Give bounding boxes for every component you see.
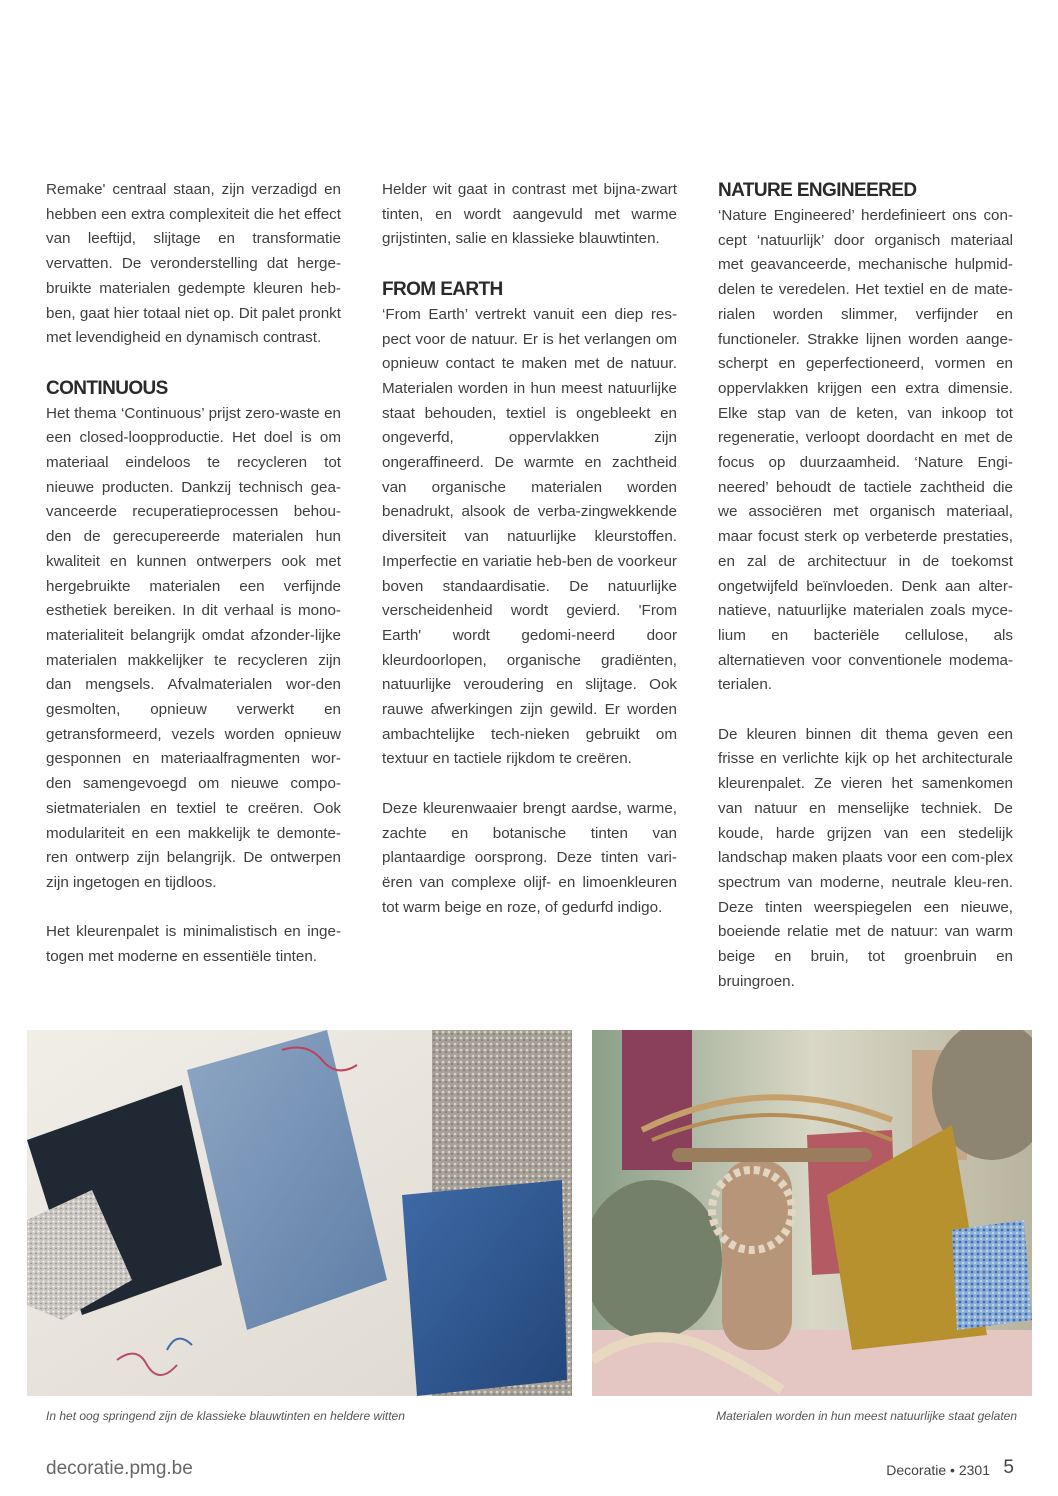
paragraph: Deze kleurenwaaier brengt aardse, warme, zachte en botanische tinten van plantaardige oorsprong. Deze tinten vari-ëren van complexe olijf- en limoenkleuren tot warm beige en roze, of gedurfd indigo. [382, 799, 677, 916]
page-number: 5 [1003, 1457, 1014, 1478]
footer-issue-label: Decoratie • 2301 [886, 1462, 990, 1478]
photo-natural-materials [592, 1030, 1032, 1396]
paragraph: ‘Nature Engineered’ herdefinieert ons con-cept ‘natuurlijk’ door organisch materiaal met geavanceerde, mechanische hulpmid-delen te veredelen. Het textiel en de mate-rialen worden slimmer, verfijnder en functioneler. Strakke lijnen worden aange-scherpt en geperfectioneerd, vormen en oppervlakken krijgen een extra dimensie. Elke stap van de keten, van inkoop tot regeneratie, verloopt doordacht en met de focus op duurzaamheid. ‘Nature Engi-neered’ behoudt de tactiele zachtheid die we associëren met organisch materiaal, maar focust sterk op verbeterde prestaties, en zal de architectuur in de toekomst ongetwijfeld beïnvloeden. Denk aan alter-natieve, natuurlijke materialen zoals myce-lium en bacteriële cellulose, als alternatieven voor conventionele modema-terialen. [718, 207, 1013, 694]
footer-website-link[interactable]: decoratie.pmg.be [46, 1458, 193, 1479]
paragraph: Helder wit gaat in contrast met bijna-zwart tinten, en wordt aangevuld met warme grijstinten, salie en klassieke blauwtinten. [382, 181, 677, 248]
photo-caption-left: In het oog springend zijn de klassieke blauwtinten en heldere witten [46, 1409, 405, 1423]
paragraph: Het kleurenpalet is minimalistisch en inge-togen met moderne en essentiële tinten. [46, 923, 341, 966]
photo-caption-right: Materialen worden in hun meest natuurlijke staat gelaten [716, 1409, 1017, 1423]
paragraph: ‘From Earth’ vertrekt vanuit een diep res-pect voor de natuur. Er is het verlangen om opnieuw contact te maken met de natuur. Materialen worden in hun meest natuurlijke staat behouden, textiel is ongebleekt en ongeverfd, oppervlakken zijn ongeraffineerd. De warmte en zachtheid van organische materialen worden benadrukt, alsook de verba-zingwekkende diversiteit van natuurlijke kleurstoffen. Imperfectie en variatie heb-ben de voorkeur boven standaardisatie. De natuurlijke verscheidenheid wordt gevierd. 'From Earth' wordt gedomi-neerd door kleurdoorlopen, organische gradiënten, natuurlijke veroudering en slijtage. Ook rauwe afwerkingen zijn gewild. Er worden ambachtelijke tech-nieken gebruikt om textuur en tactiele rijkdom te creëren. [382, 305, 677, 768]
column-middle [382, 178, 677, 945]
column-left [46, 178, 341, 994]
paragraph: Remake' centraal staan, zijn verzadigd en hebben een extra complexiteit die het effect van leeftijd, slijtage en transformatie vervatten. De veronderstelling dat herge-bruikte materialen gedempte kleuren heb-ben, gaat hier totaal niet op. Dit palet pronkt met levendigheid en dynamisch contrast. [46, 181, 341, 347]
paragraph: De kleuren binnen dit thema geven een frisse en verlichte kijk op het architecturale kleurenpalet. Ze vieren het samenkomen van natuur en menselijke techniek. De koude, harde grijzen van een stedelijk landschap maken plaats voor een com-plex spectrum van moderne, neutrale kleu-ren. Deze tinten weerspiegelen een nieuwe, boeiende relatie met de natuur: van warm beige en bruin, tot groenbruin en bruingroen. [718, 725, 1013, 990]
column-right [718, 178, 1013, 1019]
section-heading-from-earth: FROM EARTH [382, 278, 503, 300]
photo-natural-materials-illustration [592, 1030, 1032, 1396]
photo-textile-samples-illustration [27, 1030, 572, 1396]
paragraph: Het thema ‘Continuous’ prijst zero-waste en een closed-loopproductie. Het doel is om materiaal eindeloos te recycleren tot nieuwe producten. Dankzij technisch gea-vanceerde recuperatieprocessen behou-den de gerecupereerde materialen hun kwaliteit en kunnen ontwerpers ook met hergebruikte materialen een verfijnde esthetiek bereiken. In dit verhaal is mono-materialiteit belangrijk omdat afzonder-lijke materialen makkelijker te recycleren zijn dan mengsels. Afvalmaterialen wor-den gesmolten, opnieuw verwerkt en getransformeerd, vezels worden opnieuw gesponnen en materiaalfragmenten wor-den samengevoegd om nieuwe compo-sietmaterialen en textiel te creëren. Ook modulariteit en een makkelijk te demonte-ren ontwerp zijn belangrijk. De ontwerpen zijn ingetogen en tijdloos. [46, 404, 341, 891]
section-heading-nature-engineered: NATURE ENGINEERED [718, 180, 917, 201]
section-heading-continuous: CONTINUOUS [46, 377, 168, 399]
photo-textile-samples [27, 1030, 572, 1396]
